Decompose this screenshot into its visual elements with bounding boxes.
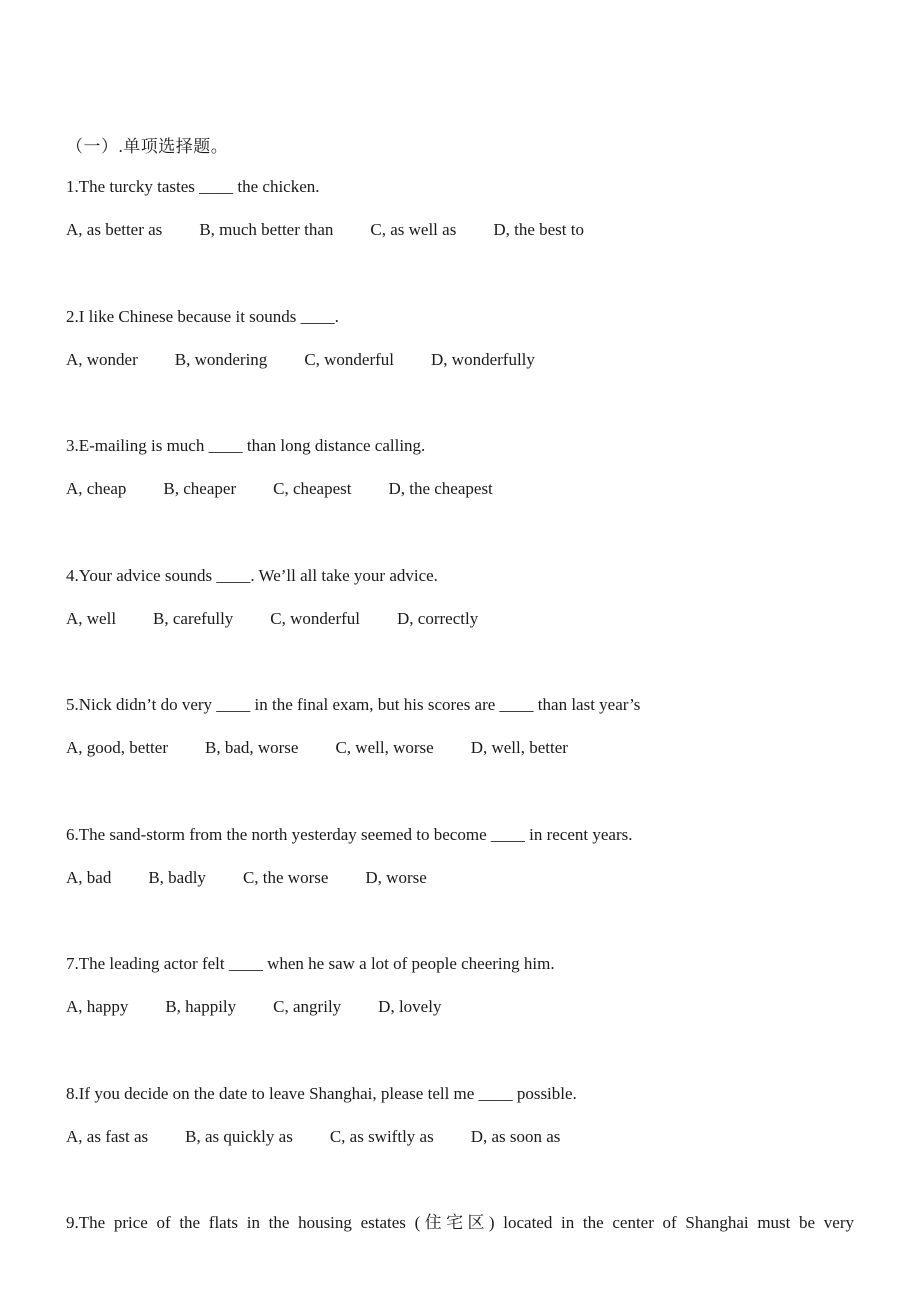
option-d: D, the cheapest <box>388 479 493 498</box>
question-8 <box>66 1083 866 1148</box>
option-a: A, happy <box>66 997 129 1016</box>
question-2 <box>66 306 866 371</box>
option-b: B, badly <box>148 868 206 887</box>
question-1 <box>66 176 866 241</box>
answer-options <box>66 1126 866 1148</box>
option-d: D, worse <box>365 868 427 887</box>
option-c: C, wonderful <box>270 609 361 628</box>
question-3 <box>66 435 866 500</box>
question-text: 4.Your advice sounds ____. We’ll all take your advice. <box>66 566 438 585</box>
option-a: A, as fast as <box>66 1127 149 1146</box>
question-text: 1.The turcky tastes ____ the chicken. <box>66 177 320 196</box>
answer-options <box>66 478 866 500</box>
option-c: C, well, worse <box>335 738 434 757</box>
option-d: D, correctly <box>397 609 479 628</box>
option-b: B, much better than <box>199 220 334 239</box>
option-a: A, well <box>66 609 117 628</box>
question-text: 9.The price of the flats in the housing estates (住宅区) located in the center of Shanghai must be very <box>66 1213 854 1232</box>
option-a: A, cheap <box>66 479 127 498</box>
answer-options <box>66 867 866 889</box>
option-c: C, wonderful <box>304 350 395 369</box>
option-a: A, wonder <box>66 350 138 369</box>
option-c: C, angrily <box>273 997 342 1016</box>
option-c: C, as well as <box>370 220 457 239</box>
question-4 <box>66 565 866 630</box>
option-d: D, lovely <box>378 997 442 1016</box>
answer-options <box>66 996 866 1018</box>
option-c: C, as swiftly as <box>329 1127 434 1146</box>
question-6 <box>66 824 866 889</box>
answer-options <box>66 349 866 371</box>
option-d: D, as soon as <box>470 1127 561 1146</box>
option-a: A, good, better <box>66 738 168 757</box>
option-b: B, happily <box>165 997 237 1016</box>
option-a: A, bad <box>66 868 112 887</box>
option-c: C, cheapest <box>273 479 352 498</box>
answer-options <box>66 219 866 241</box>
option-b: B, as quickly as <box>185 1127 293 1146</box>
option-b: B, bad, worse <box>204 738 299 757</box>
question-text: 8.If you decide on the date to leave Shanghai, please tell me ____ possible. <box>66 1084 577 1103</box>
option-d: D, wonderfully <box>431 350 535 369</box>
question-text: 3.E-mailing is much ____ than long distance calling. <box>66 436 426 455</box>
option-a: A, as better as <box>66 220 163 239</box>
option-c: C, the worse <box>242 868 329 887</box>
option-d: D, the best to <box>493 220 584 239</box>
option-b: B, cheaper <box>163 479 237 498</box>
option-d: D, well, better <box>470 738 568 757</box>
question-5 <box>66 694 866 759</box>
option-b: B, carefully <box>153 609 234 628</box>
question-7 <box>66 953 866 1018</box>
question-9 <box>66 1212 866 1234</box>
option-b: B, wondering <box>174 350 268 369</box>
answer-options <box>66 737 866 759</box>
question-text: 6.The sand-storm from the north yesterday seemed to become ____ in recent years. <box>66 825 633 844</box>
answer-options <box>66 608 866 630</box>
question-text: 2.I like Chinese because it sounds ____. <box>66 307 339 326</box>
section-title: （一）.单项选择题。 <box>66 137 229 156</box>
question-text: 5.Nick didn’t do very ____ in the final exam, but his scores are ____ than last year’s <box>66 695 641 714</box>
question-text: 7.The leading actor felt ____ when he saw a lot of people cheering him. <box>66 954 555 973</box>
